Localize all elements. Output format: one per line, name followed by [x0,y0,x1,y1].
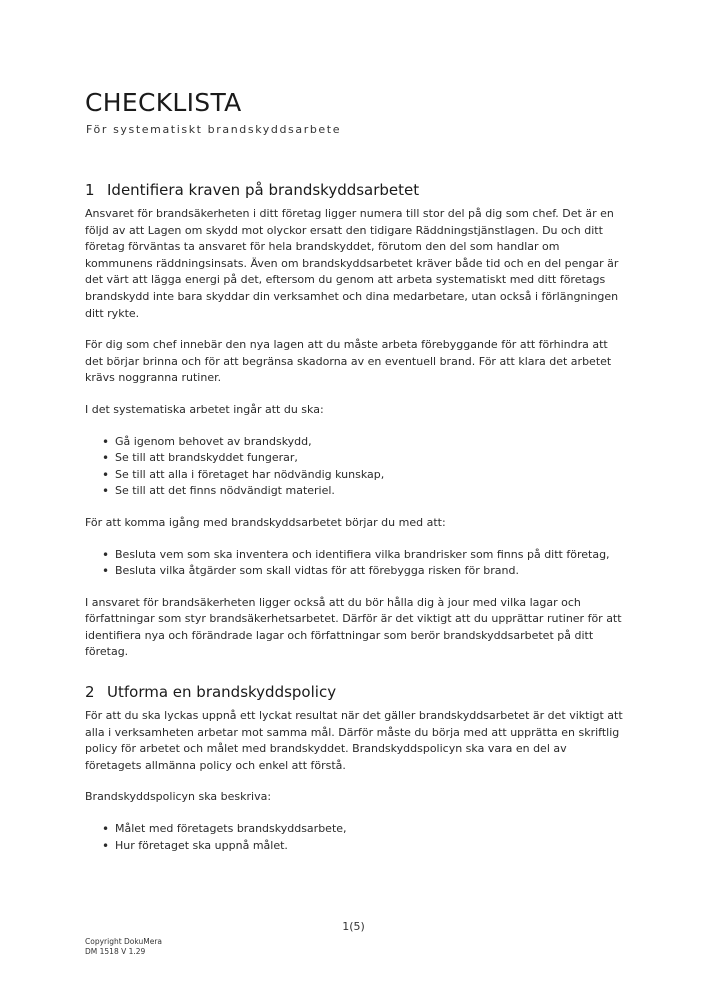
list-item: • Målet med företagets brandskyddsarbete, [115,821,625,838]
document-title: CHECKLISTA [85,88,242,117]
list-item: • Gå igenom behovet av brandskydd, [115,434,625,451]
document-subtitle: För systematiskt brandskyddsarbete [86,123,342,136]
section-2 [85,682,625,854]
list-item: • Besluta vem som ska inventera och identifiera vilka brandrisker som finns på ditt företag, [115,547,625,564]
section-1-number: 1 [85,181,95,199]
page-number: 1(5) [342,920,365,933]
section-2-title: Utforma en brandskyddspolicy [107,683,337,702]
document-id: DM 1518 V 1.29 [85,947,146,956]
paragraph: Ansvaret för brandsäkerheten i ditt företag ligger numera till stor del på dig som chef. Det är en följd av att Lagen om skydd mot olyckor ersatt den tidigare Räddningstjänstlagen. Du och ditt företag förväntas ta ansvaret för hela brandskyddet, förutom den del som handlar om kommunens räddningsinsats. Även om brandskyddsarbetet kräver både tid och en del pengar är det värt att lägga energi på det, eftersom du genom att arbeta systematiskt med ditt företags brandskydd inte bara skyddar din verksamhet och dina medarbetare, utan också i förlängningen ditt rykte. [85,207,619,320]
paragraph: Brandskyddspolicyn ska beskriva: [85,790,272,804]
paragraph: För att komma igång med brandskyddsarbetet börjar du med att: [85,515,446,529]
section-2-number: 2 [85,683,95,702]
paragraph: För dig som chef innebär den nya lagen att du måste arbeta förebyggande för att förhindra att det börjar brinna och för att begränsa skadorna av en eventuell brand. För att klara det arbetet krävs noggranna rutiner. [85,338,612,385]
section-1-heading [85,180,625,200]
copyright-text: Copyright DokuMera [85,937,163,946]
list-item: • Besluta vilka åtgärder som skall vidtas för att förebygga risken för brand. [115,563,625,580]
paragraph: I det systematiska arbetet ingår att du ska: [85,402,324,416]
bullet-list [85,547,625,580]
list-item: • Se till att det finns nödvändigt materiel. [115,483,625,500]
section-2-heading [85,682,625,702]
list-item: • Se till att brandskyddet fungerar, [115,450,625,467]
paragraph: I ansvaret för brandsäkerheten ligger också att du bör hålla dig à jour med vilka lagar och författningar som styr brandsäkerhetsarbetet. Därför är det viktigt att du upprättar rutiner för att identifiera nya och förändrade lagar och författningar som berör brandskyddsarbetet på ditt företag. [85,595,622,659]
list-item: • Se till att alla i företaget har nödvändig kunskap, [115,467,625,484]
list-item: • Hur företaget ska uppnå målet. [115,838,625,855]
page-footer [85,937,162,957]
paragraph: För att du ska lyckas uppnå ett lyckat resultat när det gäller brandskyddsarbetet är det viktigt att alla i verksamheten arbetar mot samma mål. Därför måste du börja med att upprätta en skriftlig policy för arbetet och målet med brandskyddet. Brandskyddspolicyn ska vara en del av företagets allmänna policy och enkel att förstå. [85,709,623,772]
document-body [85,180,625,869]
section-1 [85,180,625,661]
bullet-list [85,821,625,854]
section-1-title: Identifiera kraven på brandskyddsarbetet [107,181,420,199]
bullet-list [85,434,625,500]
